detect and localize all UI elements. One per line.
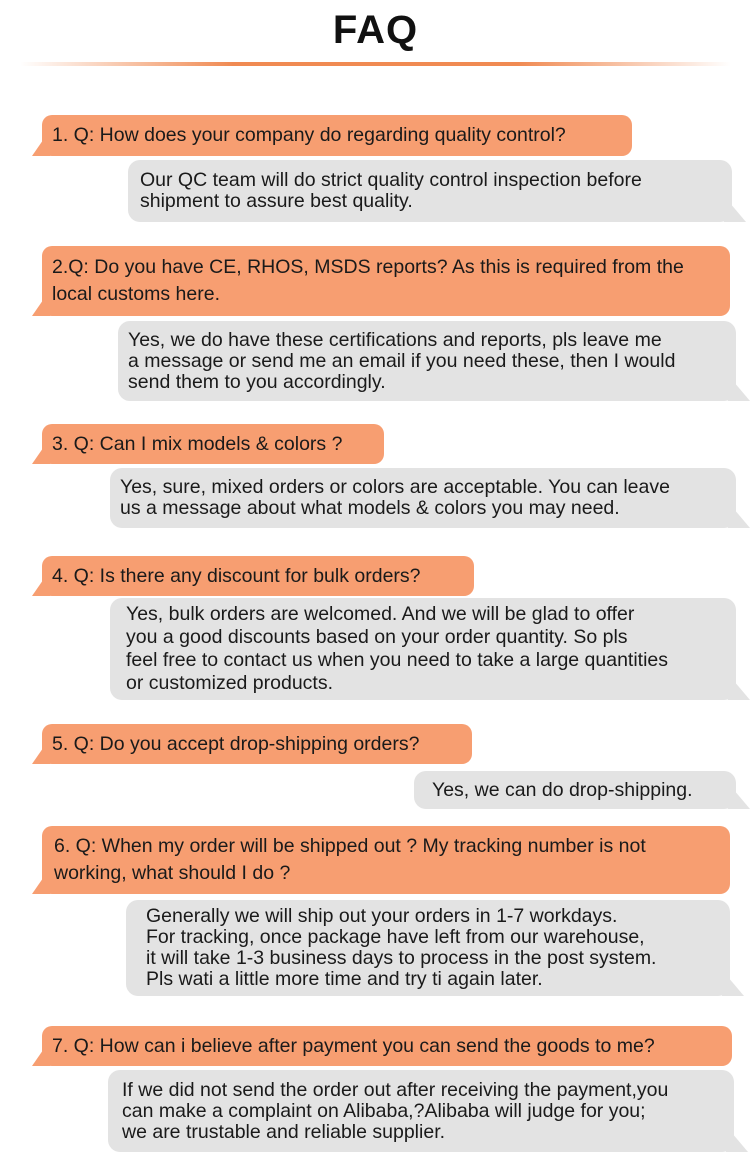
question-bubble-5 xyxy=(42,724,472,764)
question-text: 2.Q: Do you have CE, RHOS, MSDS reports? As this is required from the local customs here. xyxy=(52,256,684,305)
question-text: 3. Q: Can I mix models & colors ? xyxy=(52,432,343,455)
answer-bubble-1 xyxy=(128,160,732,222)
answer-text: Generally we will ship out your orders in 1-7 workdays. For tracking, once package have left from our warehouse, it will take 1-3 business days to process in the post system. Pls wati a little more time and try ti again later. xyxy=(146,905,657,990)
question-bubble-3 xyxy=(42,424,384,464)
answer-bubble-2 xyxy=(118,321,736,401)
answer-bubble-4 xyxy=(110,598,736,700)
question-text: 5. Q: Do you accept drop-shipping orders? xyxy=(52,732,420,755)
answer-bubble-6 xyxy=(126,900,730,996)
answer-text: Yes, sure, mixed orders or colors are acceptable. You can leave us a message about what models & colors you may need. xyxy=(120,476,670,519)
question-bubble-7 xyxy=(42,1026,732,1066)
question-text: 6. Q: When my order will be shipped out ? My tracking number is not working, what should I do ? xyxy=(54,835,646,884)
question-bubble-6 xyxy=(42,826,730,894)
answer-text: Yes, we do have these certifications and reports, pls leave me a message or send me an email if you need these, then I would send them to you accordingly. xyxy=(128,328,676,393)
page-title: FAQ xyxy=(332,8,419,52)
question-bubble-2 xyxy=(42,246,730,316)
question-text: 4. Q: Is there any discount for bulk orders? xyxy=(52,564,421,587)
answer-bubble-5 xyxy=(414,771,736,809)
question-bubble-4 xyxy=(42,556,474,596)
question-bubble-1 xyxy=(42,115,632,156)
question-text: 7. Q: How can i believe after payment you can send the goods to me? xyxy=(52,1034,655,1057)
answer-bubble-7 xyxy=(108,1070,734,1152)
question-text: 1. Q: How does your company do regarding quality control? xyxy=(52,124,566,146)
answer-text: Yes, we can do drop-shipping. xyxy=(432,778,693,801)
title-divider xyxy=(20,62,731,66)
answer-text: Our QC team will do strict quality control inspection before shipment to assure best quality. xyxy=(140,169,642,212)
answer-bubble-3 xyxy=(110,468,736,528)
answer-text: Yes, bulk orders are welcomed. And we will be glad to offer you a good discounts based on your order quantity. So pls feel free to contact us when you need to take a large quantities or customized products. xyxy=(126,603,669,694)
answer-text: If we did not send the order out after receiving the payment,you can make a complaint on Alibaba,?Alibaba will judge for you; we are trustable and reliable supplier. xyxy=(122,1078,669,1143)
